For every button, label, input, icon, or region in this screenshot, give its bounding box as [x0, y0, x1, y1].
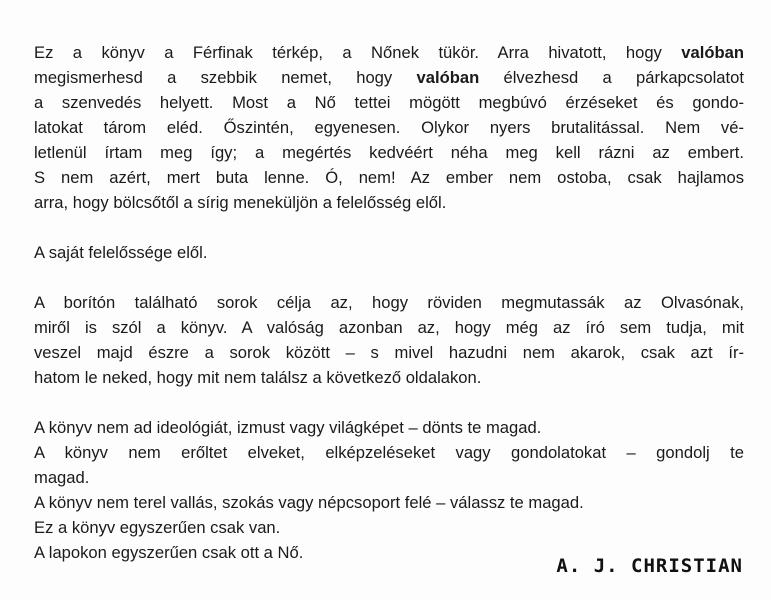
text-line: hatom le neked, hogy mit nem találsz a következő oldalakon. [34, 368, 482, 387]
text-line: magad. [34, 468, 90, 487]
text-line: A könyv nem erőltet elveket, elképzeléseket vagy gondolatokat – gondolj te [34, 443, 744, 462]
blurb-text [34, 40, 744, 565]
text-line: A lapokon egyszerűen csak ott a Nő. [34, 543, 304, 562]
text-segment: Ez a könyv a Férfinak térkép, a Nőnek tükör. Arra hivatott, hogy [34, 43, 682, 62]
text-line [34, 65, 744, 90]
text-line: Ez a könyv egyszerűen csak van. [34, 518, 281, 537]
text-line: A borítón található sorok célja az, hogy röviden megmutassák az Olvasónak, [34, 293, 744, 312]
text-segment: megismerhesd a szebbik nemet, hogy [34, 68, 417, 87]
paragraph-cover-lines [34, 290, 744, 390]
text-line: miről is szól a könyv. A valóság azonban az, hogy még az író sem tudja, mit [34, 318, 744, 337]
paragraph-responsibility [34, 240, 744, 265]
emphasis-text: valóban [681, 43, 744, 62]
text-line: latokat tárom eléd. Őszintén, egyenesen. Olykor nyers brutalitással. Nem vé- [34, 118, 744, 137]
text-line: A könyv nem terel vallás, szokás vagy népcsoport felé – válassz te magad. [34, 493, 584, 512]
author-name: A. J. CHRISTIAN [556, 555, 743, 577]
text-line: a szenvedés helyett. Most a Nő tettei mögött megbúvó érzéseket és gondo- [34, 93, 744, 112]
paragraph-intro [34, 40, 744, 215]
text-segment: élvezhesd a párkapcsolatot [479, 68, 744, 87]
text-line: S nem azért, mert buta lenne. Ó, nem! Az ember nem ostoba, csak hajlamos [34, 168, 744, 187]
text-line: A saját felelőssége elől. [34, 243, 208, 262]
text-line: letlenül írtam meg így; a megértés kedvéért néha meg kell rázni az embert. [34, 143, 744, 162]
emphasis-text: valóban [416, 68, 480, 87]
text-line [34, 40, 744, 65]
text-line: arra, hogy bölcsőtől a sírig meneküljön a felelősség elől. [34, 193, 447, 212]
text-line: A könyv nem ad ideológiát, izmust vagy világképet – dönts te magad. [34, 418, 542, 437]
text-line: veszel majd észre a sorok között – s mivel hazudni nem akarok, csak azt ír- [34, 343, 744, 362]
paragraph-statements [34, 415, 744, 565]
